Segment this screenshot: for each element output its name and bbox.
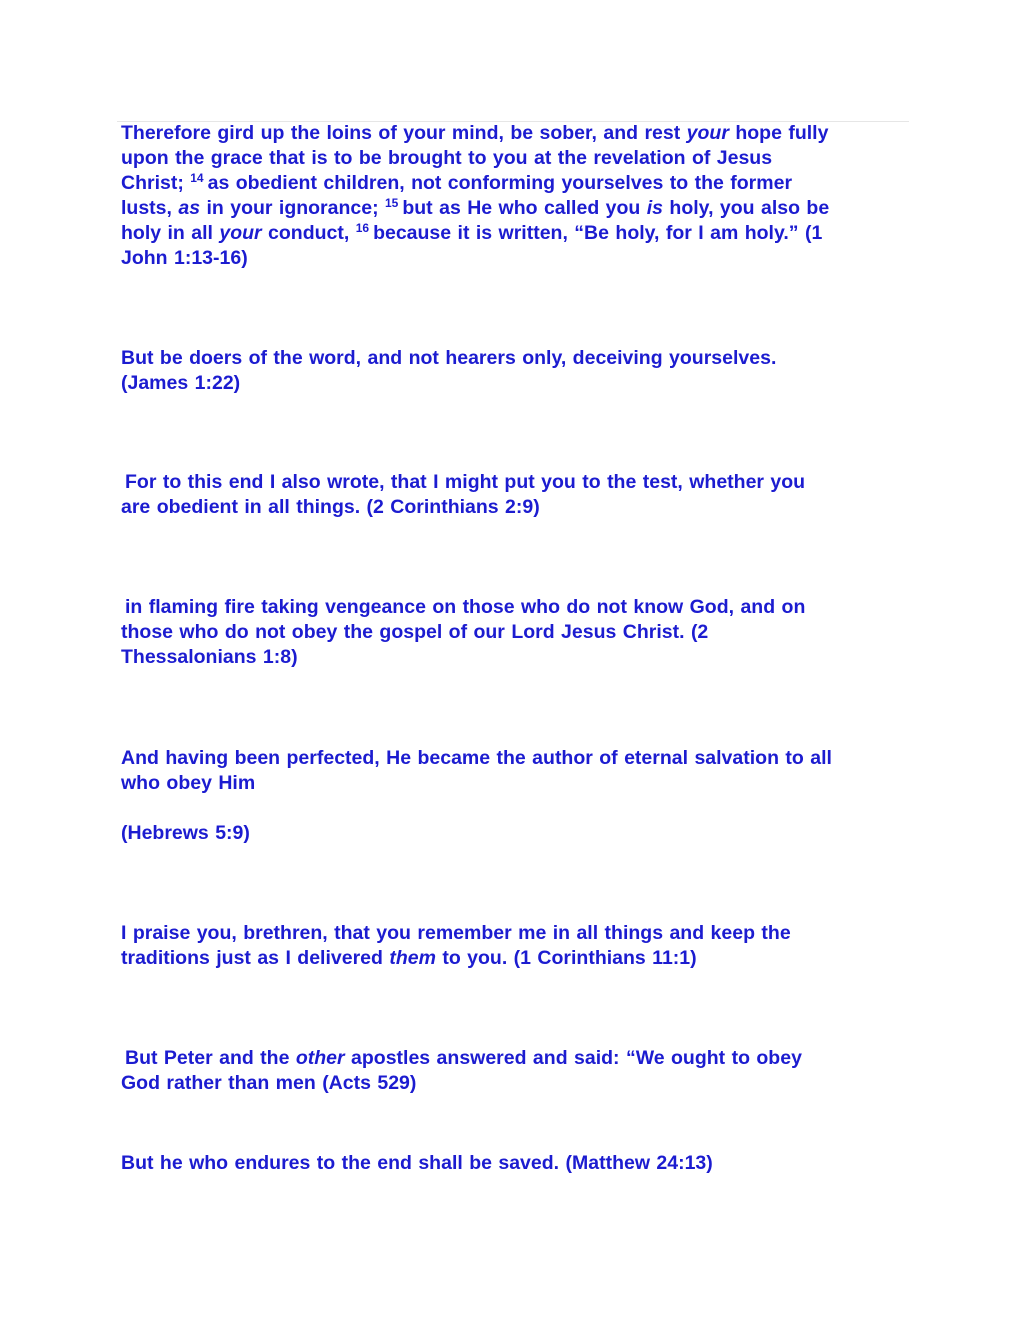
passage-line: But be doers of the word, and not hearers only, deceiving yourselves. xyxy=(121,347,777,369)
text-run: as obedient children, not conforming yourselves to the former xyxy=(207,172,793,194)
passage-5 xyxy=(121,746,911,796)
passage-line: who obey Him xyxy=(121,772,256,794)
text-run: lusts, xyxy=(121,197,179,219)
passage-line xyxy=(121,196,911,221)
passage-line xyxy=(121,121,911,146)
passage-line xyxy=(121,221,911,246)
text-run: but as He who called you xyxy=(402,197,647,219)
passage-line: in flaming fire taking vengeance on those who do not know God, and on xyxy=(125,596,806,618)
passage-line: (James 1:22) xyxy=(121,372,241,394)
passage-8 xyxy=(121,1151,911,1176)
text-run: Christ; xyxy=(121,172,191,194)
text-run: apostles answered and said: “We ought to obey xyxy=(344,1047,802,1069)
passage-line: (Hebrews 5:9) xyxy=(121,822,250,844)
passage-line: I praise you, brethren, that you remember me in all things and keep the xyxy=(121,922,791,944)
passage-4 xyxy=(121,595,911,670)
passage-2 xyxy=(121,346,911,396)
text-run: But Peter and the xyxy=(125,1047,296,1069)
verse-number: 16 xyxy=(355,221,370,235)
text-run: hope fully xyxy=(728,122,829,144)
text-run: in your ignorance; xyxy=(200,197,385,219)
italic-text: is xyxy=(646,197,664,219)
text-run: because it is written, “Be holy, for I am holy.” (1 xyxy=(373,222,823,244)
passage-line: are obedient in all things. (2 Corinthians 2:9) xyxy=(121,496,540,518)
text-run: traditions just as I delivered xyxy=(121,947,390,969)
passage-5-reference xyxy=(121,821,911,846)
passage-line: upon the grace that is to be brought to you at the revelation of Jesus xyxy=(121,147,773,169)
italic-text: other xyxy=(295,1047,345,1069)
passage-line: Thessalonians 1:8) xyxy=(121,646,298,668)
text-run: conduct, xyxy=(261,222,356,244)
passage-line xyxy=(125,1046,911,1071)
text-run: to you. (1 Corinthians 11:1) xyxy=(435,947,697,969)
passage-line: God rather than men (Acts 529) xyxy=(121,1072,417,1094)
passage-line: those who do not obey the gospel of our Lord Jesus Christ. (2 xyxy=(121,621,709,643)
passage-6 xyxy=(121,921,911,971)
passage-line xyxy=(121,946,911,971)
passage-line: John 1:13-16) xyxy=(121,247,248,269)
text-run: holy in all xyxy=(121,222,220,244)
italic-text: your xyxy=(219,222,262,244)
verse-number: 15 xyxy=(385,196,399,210)
text-run: Therefore gird up the loins of your mind, be sober, and rest xyxy=(121,122,687,144)
passage-3 xyxy=(121,470,911,520)
verse-number: 14 xyxy=(190,171,204,185)
passage-line: But he who endures to the end shall be saved. (Matthew 24:13) xyxy=(121,1152,713,1174)
italic-text: as xyxy=(178,197,201,219)
text-run: holy, you also be xyxy=(663,197,830,219)
passage-line: And having been perfected, He became the author of eternal salvation to all xyxy=(121,747,832,769)
italic-text: your xyxy=(686,122,729,144)
passage-7 xyxy=(121,1046,911,1096)
passage-line: For to this end I also wrote, that I might put you to the test, whether you xyxy=(125,471,806,493)
italic-text: them xyxy=(389,947,436,969)
passage-1 xyxy=(121,121,911,271)
passage-line xyxy=(121,171,911,196)
